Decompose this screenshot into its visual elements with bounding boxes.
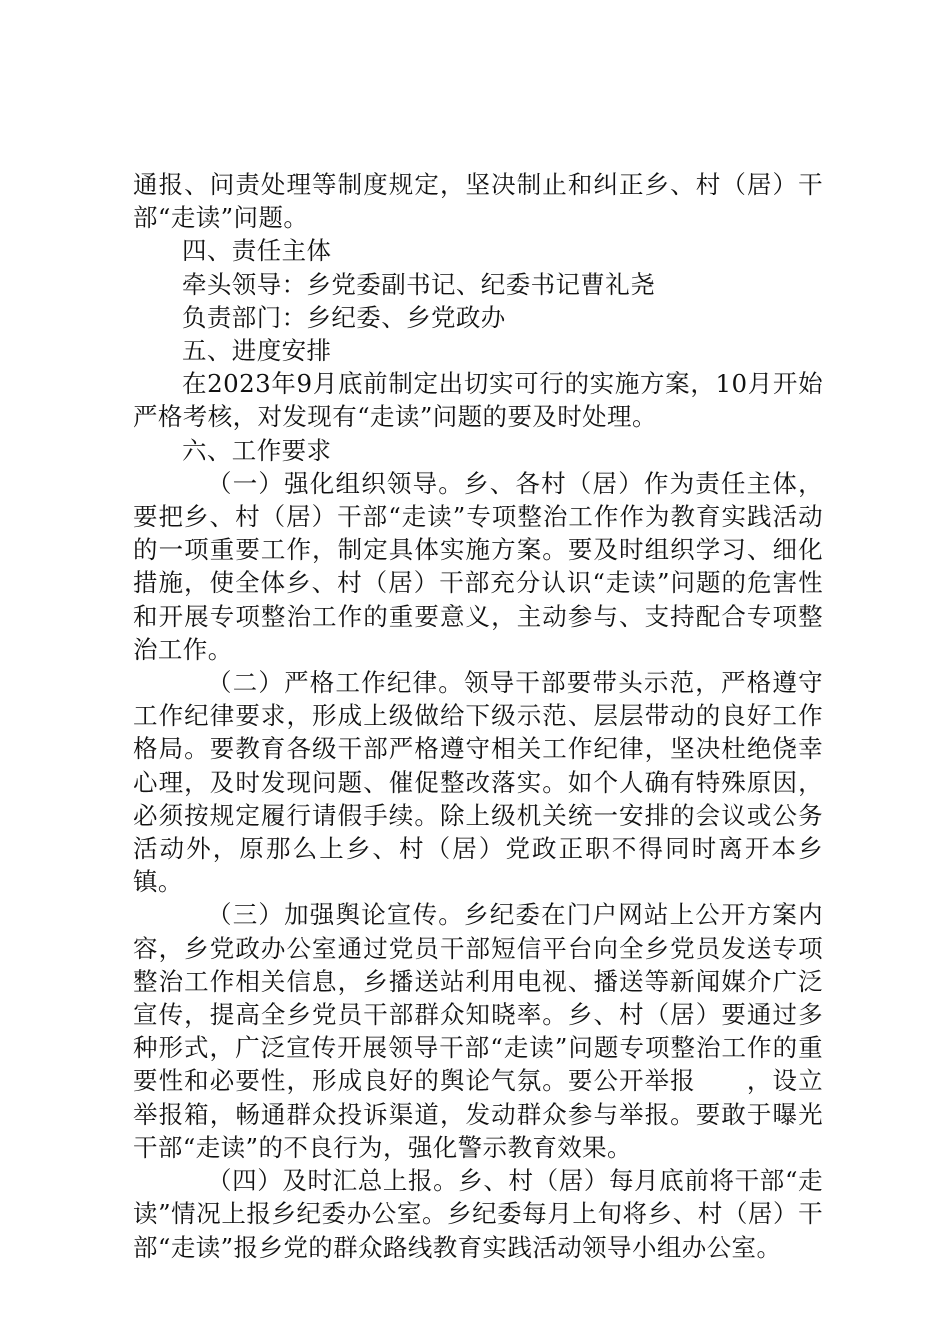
paragraph-requirement-2: （二）严格工作纪律。领导干部要带头示范，严格遵守工作纪律要求，形成上级做给下级示范、层层带动的良好工作格局。要教育各级干部严格遵守相关工作纪律，坚决杜绝侥幸心理，及时发现问题、催促整改落实。如个人确有特殊原因，必须按规定履行请假手续。除上级机关统一安排的会议或公务活动外，原那么上乡、村（居）党政正职不得同时离开本乡镇。 [133, 668, 823, 897]
paragraph-department: 负责部门：乡纪委、乡党政办 [182, 302, 506, 332]
heading-responsibility: 四、责任主体 [182, 236, 332, 266]
paragraph-continuation: 通报、问责处理等制度规定，坚决制止和纠正乡、村（居）干部“走读”问题。 [133, 170, 823, 233]
paragraph-lead: 牵头领导：乡党委副书记、纪委书记曹礼尧 [182, 269, 656, 299]
paragraph-requirement-4: （四）及时汇总上报。乡、村（居）每月底前将干部“走读”情况上报乡纪委办公室。乡纪委每月上旬将乡、村（居）干部“走读”报乡党的群众路线教育实践活动领导小组办公室。 [133, 1166, 823, 1262]
paragraph-requirement-3: （三）加强舆论宣传。乡纪委在门户网站上公开方案内容，乡党政办公室通过党员干部短信平台向全乡党员发送专项整治工作相关信息，乡播送站利用电视、播送等新闻媒介广泛宣传，提高全乡党员干部群众知晓率。乡、村（居）要通过多种形式，广泛宣传开展领导干部“走读”问题专项整治工作的重要性和必要性，形成良好的舆论气氛。要公开举报 ，设立举报箱，畅通群众投诉渠道，发动群众参与举报。要敢于曝光干部“走读”的不良行为，强化警示教育效果。 [133, 900, 823, 1162]
heading-requirements: 六、工作要求 [182, 435, 332, 465]
paragraph-requirement-1: （一）强化组织领导。乡、各村（居）作为责任主体，要把乡、村（居）干部“走读”专项整治工作作为教育实践活动的一项重要工作，制定具体实施方案。要及时组织学习、细化措施，使全体乡、村（居）干部充分认识“走读”问题的危害性和开展专项整治工作的重要意义，主动参与、支持配合专项整治工作。 [133, 468, 823, 664]
paragraph-schedule: 在2023年9月底前制定出切实可行的实施方案，10月开始严格考核，对发现有“走读”问题的要及时处理。 [133, 369, 823, 432]
document-body [133, 168, 823, 1264]
heading-schedule: 五、进度安排 [182, 336, 332, 366]
